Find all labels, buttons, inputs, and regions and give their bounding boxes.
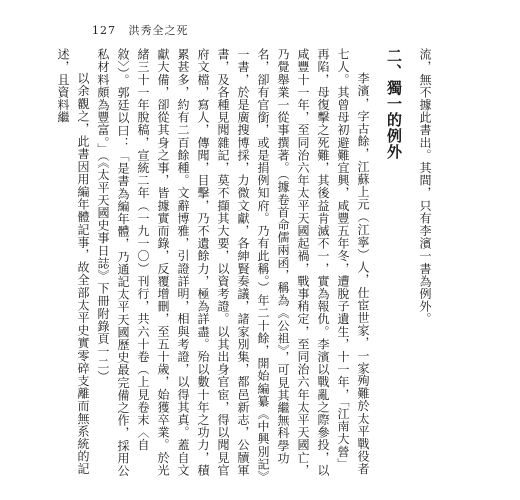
page-number: 127 <box>92 24 116 37</box>
body-paragraph-2: 以余觀之，此書因用編年體記事，故全部太平史實零碎支離而無系統的記述，且資料繼 <box>56 48 90 476</box>
body-paragraph-1: 李濱，字古餘，江蘇上元（江寧）人，仕宦世家，一家殉難於太平戰役者七人。其曾母初避難宜興，咸豐五年冬，遭脫子遺生，十一年，「江南大營」再陷，母復擊之死難，其後益肯滅不一，實為報仇。李濱以戰亂之際參投，以咸豐十一年，至同治六年太平天國起禍，戰事稍定，至同治六年太平天國亡，乃覺舉業一從事撰著。（據卷首命儒兩函，稱為《公祖》，可見其繼無科學功名，卻有官銜，或是捐例知府。乃有此稱。）年二十餘，開始編纂《中興別記》一書，於是廣搜博採，力微文獻，各紳賢奏議，諸家別集，都邑新志，公牘軍書，及各種見聞雜記，莫不擷其大要，以資考證。以其出身官宦，得以聞見官府文檔，寫人，傳聞，目擊，乃不遺餘力，極為詳盡。殆以數十年之功力，積累甚多，約有二百餘種。文辭博雅，引證詳明，相與考證，以得其真。蓋自文獻大備，卻從其身之事，皆據實而錄，反覆增刪，至五十歲，始獲卒業。於光緒三十一年脫稿，宣統二年（一九一〇）刊行，共六十卷（上見卷末〈自敘〉）。郭廷以曰：「是書為編年體，乃通記太平天國歷史最完備之作，採用公私材料頗為豐富。」（《太平天國史事日誌》下冊附錄頁一二） <box>96 48 370 477</box>
book-title: 洪秀全之死 <box>128 24 189 37</box>
page-header <box>92 22 189 38</box>
continued-paragraph: 流，無不據此書出。其間，只有李濱一書為例外。 <box>418 48 432 326</box>
vertical-text-block <box>56 48 435 478</box>
section-heading: 二、獨一的例外 <box>385 48 403 160</box>
